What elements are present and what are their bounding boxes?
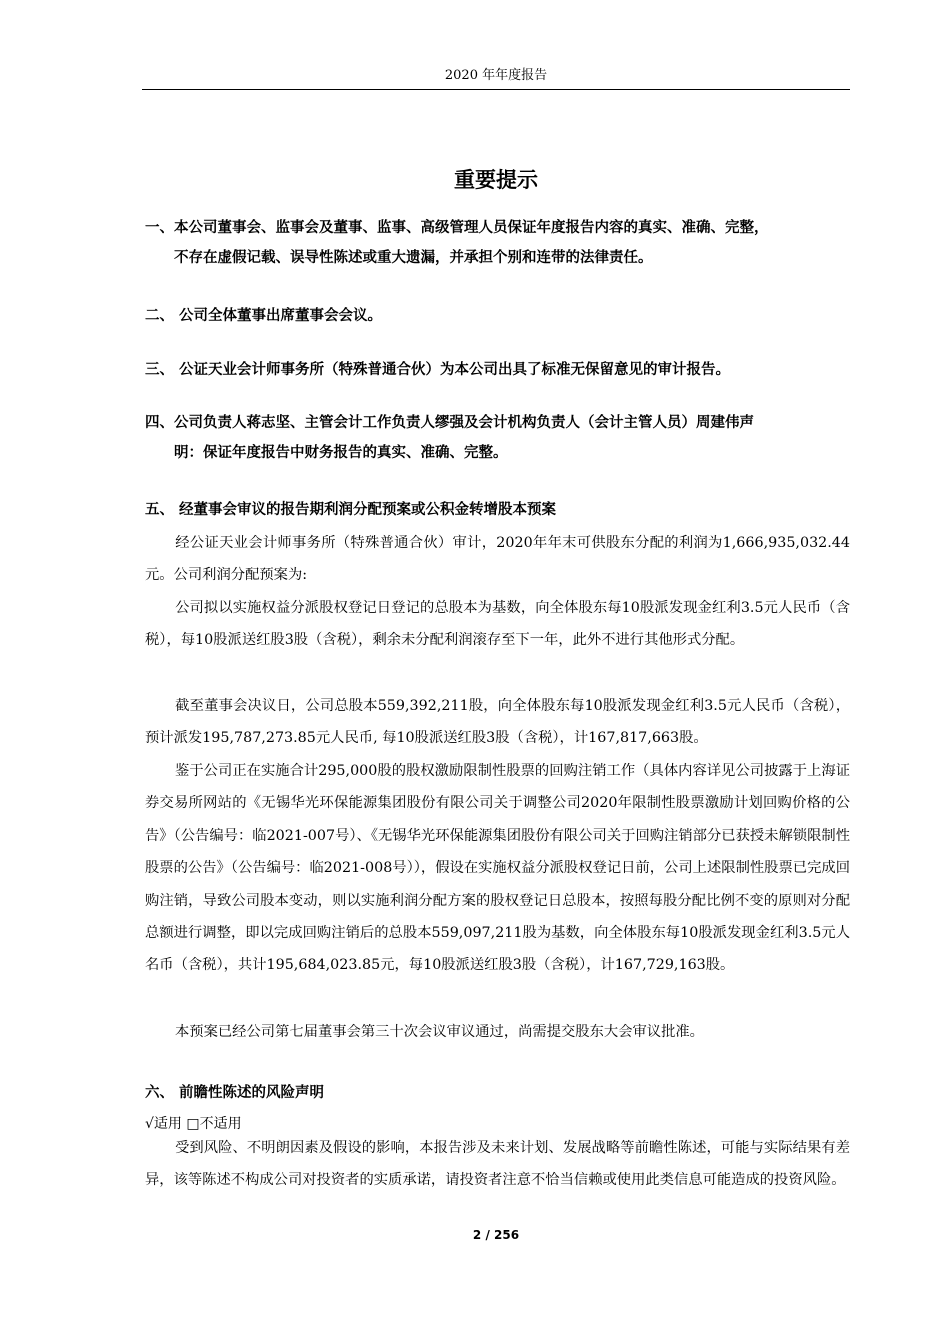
notice-item-4-line1: 四、公司负责人蒋志坚、主管会计工作负责人缪强及会计机构负责人（会计主管人员）周建伟声 (145, 415, 754, 431)
section-5-paragraph-5: 本预案已经公司第七届董事会第三十次会议审议通过，尚需提交股东大会审议批准。 (175, 1024, 704, 1040)
section-6-paragraph-1: 受到风险、不明朗因素及假设的影响，本报告涉及未来计划、发展战略等前瞻性陈述，可能与实际结果有差异，该等陈述不构成公司对投资者的实质承诺，请投资者注意不恰当信赖或使用此类信息可能造成的投资风险。 (145, 1140, 850, 1189)
section-5-paragraph-1: 经公证天业会计师事务所（特殊普通合伙）审计，2020年年末可供股东分配的利润为1,666,935,032.44元。公司利润分配预案为: (145, 535, 850, 584)
notice-item-1 (145, 213, 853, 273)
section-5-paragraph-3: 截至董事会决议日，公司总股本559,392,211股，向全体股东每10股派发现金红利3.5元人民币（含税），预计派发195,787,273.85元人民币, 每10股派送红股3股（含税），计167,817,663股。 (145, 698, 850, 747)
page-number: 2 / 256 (472, 1228, 520, 1242)
section-5-paragraph-2: 公司拟以实施权益分派股权登记日登记的总股本为基数，向全体股东每10股派发现金红利3.5元人民币（含税），每10股派送红股3股（含税），剩余未分配利润滚存至下一年，此外不进行其他形式分配。 (145, 600, 850, 649)
page-header: 2020 年年度报告 (444, 68, 548, 83)
notice-item-1-line2: 不存在虚假记载、误导性陈述或重大遗漏，并承担个别和连带的法律责任。 (174, 250, 653, 266)
notice-item-3: 三、 公证天业会计师事务所（特殊普通合伙）为本公司出具了标准无保留意见的审计报告。 (145, 362, 731, 378)
section-6-heading: 六、 前瞻性陈述的风险声明 (145, 1085, 325, 1101)
section-5-paragraph-4: 鉴于公司正在实施合计295,000股的股权激励限制性股票的回购注销工作（具体内容详见公司披露于上海证券交易所网站的《无锡华光环保能源集团股份有限公司关于调整公司2020年限制性股票激励计划回购价格的公告》（公告编号：临2021-007号）、《无锡华光环保能源集团股份有限公司关于回购注销部分已获授未解锁限制性股票的公告》（公告编号：临2021-008号）），假设在实施权益分派股权登记日前，公司上述限制性股票已完成回购注销，导致公司股本变动，则以实施利润分配方案的股权登记日总股本，按照每股分配比例不变的原则对分配总额进行调整，即以完成回购注销后的总股本559,097,211股为基数，向全体股东每10股派发现金红利3.5元人名币（含税），共计195,684,023.85元，每10股派送红股3股（含税），计167,729,163股。 (145, 763, 850, 974)
notice-item-4-line2: 明：保证年度报告中财务报告的真实、准确、完整。 (174, 445, 508, 461)
header-divider (142, 89, 850, 90)
notice-item-2: 二、 公司全体董事出席董事会会议。 (145, 308, 383, 324)
section-5-heading: 五、 经董事会审议的报告期利润分配预案或公积金转增股本预案 (145, 502, 557, 518)
notice-item-1-line1: 一、本公司董事会、监事会及董事、监事、高级管理人员保证年度报告内容的真实、准确、完整， (145, 220, 769, 236)
notice-item-4 (145, 408, 853, 468)
applicability-checkbox: √适用 □不适用 (145, 1116, 242, 1132)
page-title: 重要提示 (454, 168, 538, 192)
